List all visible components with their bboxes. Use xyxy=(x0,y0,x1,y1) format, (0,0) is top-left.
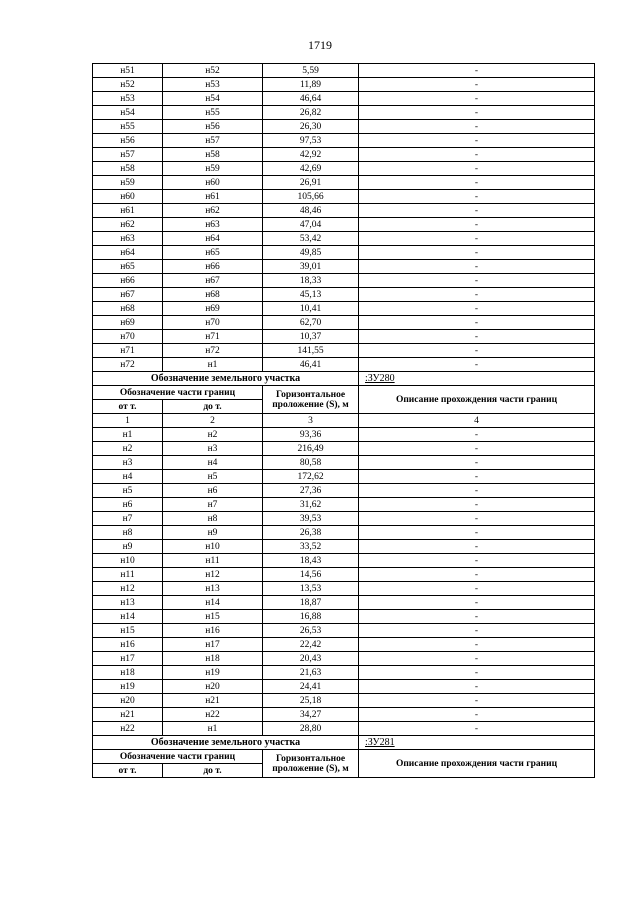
cell-description: - xyxy=(359,554,595,568)
table-row xyxy=(93,666,595,680)
cell-distance: 21,63 xyxy=(263,666,359,680)
cell-description: - xyxy=(359,162,595,176)
table-row xyxy=(93,484,595,498)
land-code: :ЗУ280 xyxy=(359,372,595,386)
table-row xyxy=(93,540,595,554)
cell-description: - xyxy=(359,442,595,456)
cell-distance: 141,55 xyxy=(263,344,359,358)
cell-from: н19 xyxy=(93,680,163,694)
cell-to: н69 xyxy=(163,302,263,316)
table-row xyxy=(93,302,595,316)
cell-from: н69 xyxy=(93,316,163,330)
table-row xyxy=(93,708,595,722)
cell-to: н60 xyxy=(163,176,263,190)
cell-description: - xyxy=(359,722,595,736)
cell-distance: 93,36 xyxy=(263,428,359,442)
cell-distance: 216,49 xyxy=(263,442,359,456)
cell-to: н64 xyxy=(163,232,263,246)
cell-distance: 42,69 xyxy=(263,162,359,176)
table-row xyxy=(93,148,595,162)
cell-to: н59 xyxy=(163,162,263,176)
cell-distance: 24,41 xyxy=(263,680,359,694)
cell-description: - xyxy=(359,610,595,624)
table-row xyxy=(93,554,595,568)
cell-to: н18 xyxy=(163,652,263,666)
cell-description: - xyxy=(359,694,595,708)
cell-description: - xyxy=(359,582,595,596)
cell-description: - xyxy=(359,288,595,302)
cell-from: н68 xyxy=(93,302,163,316)
cell-description: - xyxy=(359,498,595,512)
table-row xyxy=(93,694,595,708)
cell-from: н58 xyxy=(93,162,163,176)
cell-to: н70 xyxy=(163,316,263,330)
cell-from: н10 xyxy=(93,554,163,568)
cell-distance: 49,85 xyxy=(263,246,359,260)
cell-distance: 46,64 xyxy=(263,92,359,106)
cell-distance: 5,59 xyxy=(263,64,359,78)
land-label: Обозначение земельного участка xyxy=(93,736,359,750)
description-header: Описание прохождения части границ xyxy=(359,750,595,778)
page-number: 1719 xyxy=(308,38,332,52)
cell-distance: 105,66 xyxy=(263,190,359,204)
cell-description: - xyxy=(359,428,595,442)
cell-to: н8 xyxy=(163,512,263,526)
cell-distance: 172,62 xyxy=(263,470,359,484)
table-row xyxy=(93,204,595,218)
cell-to: н19 xyxy=(163,666,263,680)
cell-description: - xyxy=(359,316,595,330)
cell-from: н13 xyxy=(93,596,163,610)
table-row xyxy=(93,638,595,652)
table-row xyxy=(93,582,595,596)
cell-to: н2 xyxy=(163,428,263,442)
cell-from: н4 xyxy=(93,470,163,484)
cell-distance: 39,53 xyxy=(263,512,359,526)
cell-from: н63 xyxy=(93,232,163,246)
cell-description: - xyxy=(359,260,595,274)
cell-description: - xyxy=(359,274,595,288)
rows-top xyxy=(93,64,595,372)
table-row xyxy=(93,92,595,106)
cell-distance: 80,58 xyxy=(263,456,359,470)
cell-distance: 11,89 xyxy=(263,78,359,92)
table-row xyxy=(93,134,595,148)
table-row xyxy=(93,232,595,246)
cell-from: н16 xyxy=(93,638,163,652)
cell-to: н13 xyxy=(163,582,263,596)
cell-to: н61 xyxy=(163,190,263,204)
cell-from: н72 xyxy=(93,358,163,372)
cell-to: н20 xyxy=(163,680,263,694)
cell-distance: 33,52 xyxy=(263,540,359,554)
cell-description: - xyxy=(359,638,595,652)
cell-description: - xyxy=(359,78,595,92)
cell-to: н57 xyxy=(163,134,263,148)
cell-from: н22 xyxy=(93,722,163,736)
cell-to: н55 xyxy=(163,106,263,120)
cell-from: н62 xyxy=(93,218,163,232)
cell-description: - xyxy=(359,148,595,162)
cell-description: - xyxy=(359,344,595,358)
cell-to: н15 xyxy=(163,610,263,624)
cell-distance: 45,13 xyxy=(263,288,359,302)
cell-to: н54 xyxy=(163,92,263,106)
from-header: от т. xyxy=(93,400,163,414)
table-row xyxy=(93,190,595,204)
cell-from: н52 xyxy=(93,78,163,92)
cell-description: - xyxy=(359,134,595,148)
cell-from: н65 xyxy=(93,260,163,274)
cell-from: н54 xyxy=(93,106,163,120)
table-row xyxy=(93,498,595,512)
part-title: Обозначение части границ xyxy=(93,386,263,400)
cell-description: - xyxy=(359,680,595,694)
table-row xyxy=(93,624,595,638)
distance-header: Горизонтальное проложение (S), м xyxy=(263,750,359,778)
cell-to: н58 xyxy=(163,148,263,162)
col-number: 4 xyxy=(359,414,595,428)
cell-description: - xyxy=(359,232,595,246)
cell-to: н11 xyxy=(163,554,263,568)
cell-from: н21 xyxy=(93,708,163,722)
cell-from: н56 xyxy=(93,134,163,148)
table-row xyxy=(93,316,595,330)
cell-to: н10 xyxy=(163,540,263,554)
table-row xyxy=(93,610,595,624)
col-number: 3 xyxy=(263,414,359,428)
cell-description: - xyxy=(359,708,595,722)
table-row xyxy=(93,428,595,442)
cell-distance: 34,27 xyxy=(263,708,359,722)
cell-distance: 31,62 xyxy=(263,498,359,512)
from-header: от т. xyxy=(93,764,163,778)
table-row xyxy=(93,330,595,344)
cell-to: н68 xyxy=(163,288,263,302)
cell-from: н7 xyxy=(93,512,163,526)
cell-from: н64 xyxy=(93,246,163,260)
cell-from: н66 xyxy=(93,274,163,288)
to-header: до т. xyxy=(163,764,263,778)
cell-to: н62 xyxy=(163,204,263,218)
cell-to: н65 xyxy=(163,246,263,260)
cell-distance: 25,18 xyxy=(263,694,359,708)
cell-distance: 39,01 xyxy=(263,260,359,274)
cell-distance: 16,88 xyxy=(263,610,359,624)
cell-from: н17 xyxy=(93,652,163,666)
land-code: :ЗУ281 xyxy=(359,736,595,750)
cell-distance: 62,70 xyxy=(263,316,359,330)
cell-distance: 26,91 xyxy=(263,176,359,190)
table-row xyxy=(93,344,595,358)
cell-distance: 20,43 xyxy=(263,652,359,666)
col-number: 1 xyxy=(93,414,163,428)
cell-distance: 26,82 xyxy=(263,106,359,120)
cell-from: н1 xyxy=(93,428,163,442)
section-zu281-header xyxy=(93,736,595,778)
table-row xyxy=(93,64,595,78)
cell-distance: 48,46 xyxy=(263,204,359,218)
cell-description: - xyxy=(359,218,595,232)
table-row xyxy=(93,106,595,120)
cell-description: - xyxy=(359,92,595,106)
col-number: 2 xyxy=(163,414,263,428)
cell-to: н63 xyxy=(163,218,263,232)
section-zu280-header xyxy=(93,372,595,428)
cell-to: н72 xyxy=(163,344,263,358)
table-row xyxy=(93,288,595,302)
distance-header: Горизонтальное проложение (S), м xyxy=(263,386,359,414)
cell-from: н18 xyxy=(93,666,163,680)
cell-distance: 10,41 xyxy=(263,302,359,316)
table-row xyxy=(93,442,595,456)
table-row xyxy=(93,78,595,92)
cell-distance: 42,92 xyxy=(263,148,359,162)
table-row xyxy=(93,680,595,694)
cell-from: н70 xyxy=(93,330,163,344)
cell-from: н12 xyxy=(93,582,163,596)
table-row xyxy=(93,722,595,736)
table-row xyxy=(93,470,595,484)
cell-to: н53 xyxy=(163,78,263,92)
table-row xyxy=(93,512,595,526)
cell-distance: 26,53 xyxy=(263,624,359,638)
table-row xyxy=(93,596,595,610)
cell-from: н6 xyxy=(93,498,163,512)
cell-from: н60 xyxy=(93,190,163,204)
cell-distance: 46,41 xyxy=(263,358,359,372)
part-title: Обозначение части границ xyxy=(93,750,263,764)
cell-description: - xyxy=(359,568,595,582)
table-row xyxy=(93,652,595,666)
cell-description: - xyxy=(359,358,595,372)
cell-description: - xyxy=(359,624,595,638)
cell-distance: 53,42 xyxy=(263,232,359,246)
cell-from: н2 xyxy=(93,442,163,456)
table-row xyxy=(93,176,595,190)
cell-description: - xyxy=(359,302,595,316)
cell-to: н66 xyxy=(163,260,263,274)
cell-description: - xyxy=(359,106,595,120)
cell-distance: 18,33 xyxy=(263,274,359,288)
cell-from: н9 xyxy=(93,540,163,554)
table-row xyxy=(93,246,595,260)
cell-distance: 10,37 xyxy=(263,330,359,344)
cell-from: н5 xyxy=(93,484,163,498)
cell-to: н3 xyxy=(163,442,263,456)
cell-to: н67 xyxy=(163,274,263,288)
cell-description: - xyxy=(359,190,595,204)
table-row xyxy=(93,526,595,540)
cell-to: н12 xyxy=(163,568,263,582)
cell-from: н15 xyxy=(93,624,163,638)
cell-distance: 28,80 xyxy=(263,722,359,736)
cell-from: н11 xyxy=(93,568,163,582)
cell-to: н56 xyxy=(163,120,263,134)
cell-from: н55 xyxy=(93,120,163,134)
cell-distance: 47,04 xyxy=(263,218,359,232)
cell-to: н14 xyxy=(163,596,263,610)
cell-distance: 26,38 xyxy=(263,526,359,540)
cell-to: н71 xyxy=(163,330,263,344)
cell-from: н57 xyxy=(93,148,163,162)
table-row xyxy=(93,358,595,372)
cell-from: н51 xyxy=(93,64,163,78)
cell-from: н61 xyxy=(93,204,163,218)
cell-description: - xyxy=(359,330,595,344)
cell-from: н14 xyxy=(93,610,163,624)
cell-distance: 27,36 xyxy=(263,484,359,498)
cell-description: - xyxy=(359,540,595,554)
cell-distance: 14,56 xyxy=(263,568,359,582)
cell-from: н67 xyxy=(93,288,163,302)
cell-distance: 22,42 xyxy=(263,638,359,652)
cell-from: н71 xyxy=(93,344,163,358)
cell-description: - xyxy=(359,204,595,218)
cell-description: - xyxy=(359,470,595,484)
cell-description: - xyxy=(359,512,595,526)
cell-description: - xyxy=(359,120,595,134)
cell-description: - xyxy=(359,484,595,498)
cell-to: н22 xyxy=(163,708,263,722)
cell-from: н53 xyxy=(93,92,163,106)
cell-description: - xyxy=(359,666,595,680)
cell-description: - xyxy=(359,596,595,610)
cell-description: - xyxy=(359,456,595,470)
cell-to: н5 xyxy=(163,470,263,484)
description-header: Описание прохождения части границ xyxy=(359,386,595,414)
to-header: до т. xyxy=(163,400,263,414)
cell-description: - xyxy=(359,176,595,190)
table-row xyxy=(93,120,595,134)
cell-to: н17 xyxy=(163,638,263,652)
cell-from: н20 xyxy=(93,694,163,708)
cell-distance: 13,53 xyxy=(263,582,359,596)
cell-description: - xyxy=(359,652,595,666)
cell-to: н1 xyxy=(163,722,263,736)
table-row xyxy=(93,260,595,274)
cell-distance: 18,87 xyxy=(263,596,359,610)
rows-mid xyxy=(93,428,595,736)
cell-from: н8 xyxy=(93,526,163,540)
cell-description: - xyxy=(359,246,595,260)
cell-to: н21 xyxy=(163,694,263,708)
cell-to: н6 xyxy=(163,484,263,498)
land-label: Обозначение земельного участка xyxy=(93,372,359,386)
boundary-table xyxy=(92,63,595,778)
cell-distance: 26,30 xyxy=(263,120,359,134)
cell-from: н3 xyxy=(93,456,163,470)
table-row xyxy=(93,568,595,582)
cell-distance: 18,43 xyxy=(263,554,359,568)
cell-distance: 97,53 xyxy=(263,134,359,148)
cell-to: н7 xyxy=(163,498,263,512)
cell-from: н59 xyxy=(93,176,163,190)
cell-to: н52 xyxy=(163,64,263,78)
table-row xyxy=(93,274,595,288)
cell-to: н4 xyxy=(163,456,263,470)
table-row xyxy=(93,162,595,176)
cell-description: - xyxy=(359,526,595,540)
cell-to: н16 xyxy=(163,624,263,638)
cell-description: - xyxy=(359,64,595,78)
cell-to: н1 xyxy=(163,358,263,372)
cell-to: н9 xyxy=(163,526,263,540)
table-row xyxy=(93,456,595,470)
table-row xyxy=(93,218,595,232)
